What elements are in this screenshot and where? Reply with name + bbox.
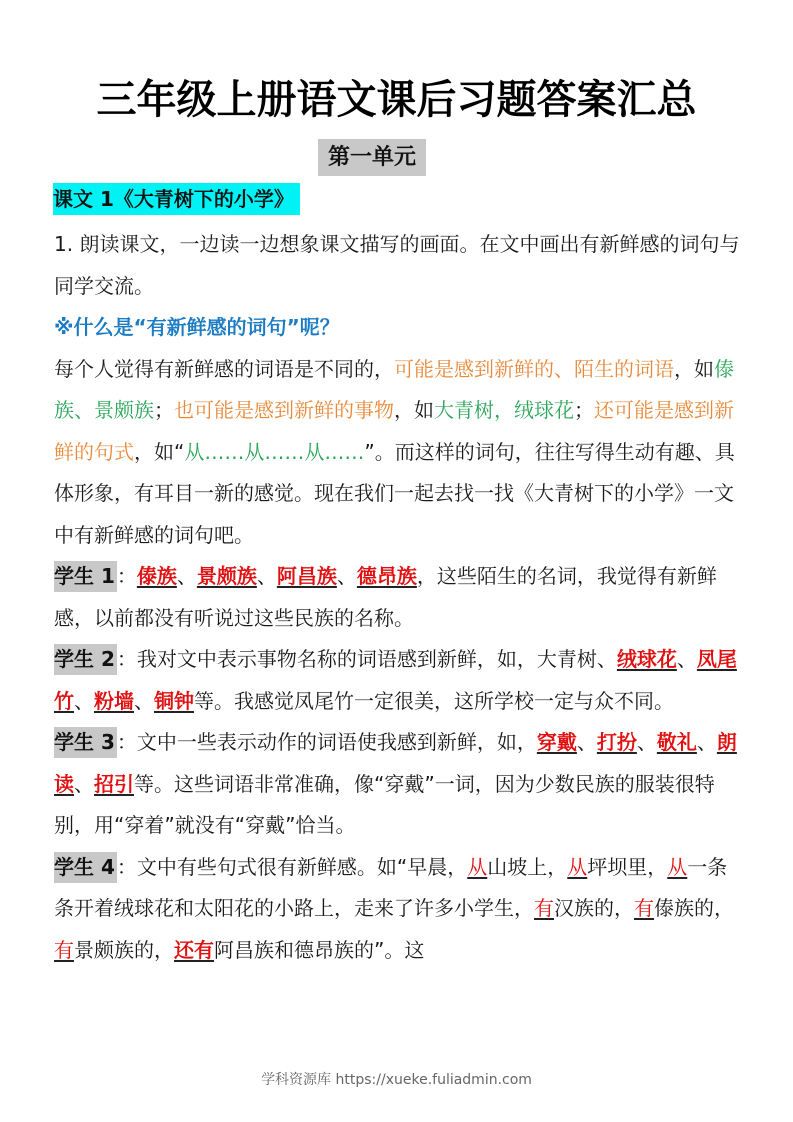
student-1-answer <box>54 556 744 639</box>
student-4-answer <box>54 847 744 972</box>
student-label: 学生 4 <box>54 852 117 883</box>
colon: ： <box>116 647 137 671</box>
explanation-green-text: 从……从……从…… <box>184 439 365 464</box>
answer-text: 等。这些词语非常准确，像“穿戴”一词，因为少数民族的服装很特别，用“穿着”就没有“穿戴”恰当。 <box>54 771 715 837</box>
keyword: 打扮 <box>596 730 637 754</box>
keyword: 傣族 <box>136 564 177 588</box>
explanation-text: ； <box>154 398 174 422</box>
separator: 、 <box>576 730 597 754</box>
keyword: 还有 <box>174 937 214 962</box>
colon: ： <box>116 730 137 754</box>
answer-text: 文中一些表示动作的词语使我感到新鲜，如， <box>136 730 537 754</box>
explanation-text: ，如 <box>674 356 714 381</box>
explanation-orange-text: 也可能是感到新鲜的事物 <box>174 398 394 422</box>
separator: 、 <box>696 730 717 754</box>
answer-text: 景颇族的， <box>74 937 174 962</box>
explanation-text: ，如“ <box>134 439 185 464</box>
subheading-question: ※什么是“有新鲜感的词句”呢？ <box>54 315 340 339</box>
keyword: 凤尾竹 <box>54 647 737 713</box>
page-title: 三年级上册语文课后习题答案汇总 <box>96 77 697 123</box>
separator: 、 <box>676 647 697 671</box>
keyword: 阿昌族 <box>276 564 337 588</box>
separator: 、 <box>74 771 94 796</box>
explanation-green-text: 大青树，绒球花 <box>434 398 574 422</box>
unit-heading: 第一单元 <box>318 139 426 176</box>
keyword: 有 <box>634 896 654 920</box>
keyword: 朗读 <box>54 730 737 796</box>
student-label: 学生 3 <box>54 727 117 758</box>
answer-text: 阿昌族和德昂族的”。这 <box>214 937 425 962</box>
answer-text: 等。我感觉凤尾竹一定很美，这所学校一定与众不同。 <box>194 688 674 713</box>
answer-text: 文中有些句式很有新鲜感。如“早晨， <box>136 854 468 879</box>
keyword: 绒球花 <box>616 647 677 671</box>
student-2-answer <box>54 639 744 722</box>
explanation-text: ，如 <box>394 398 434 422</box>
keyword: 有 <box>534 896 554 920</box>
explanation-text: ”。而这样的词句，往往写得生动有趣、具体形象，有耳目一新的感觉。现在我们一起去找一找《大青树下的小学》一文中有新鲜感的词句吧。 <box>54 439 735 547</box>
keyword: 从 <box>467 854 488 879</box>
student-3-answer <box>54 722 744 847</box>
colon: ： <box>116 854 137 879</box>
keyword: 穿戴 <box>536 730 577 754</box>
explanation-text: 每个人觉得有新鲜感的词语是不同的， <box>54 356 394 381</box>
colon: ： <box>116 564 137 588</box>
separator: 、 <box>176 564 197 588</box>
keyword: 景颇族 <box>196 564 257 588</box>
answer-text: 山坡上， <box>487 854 568 879</box>
answer-text: 我对文中表示事物名称的词语感到新鲜，如，大青树、 <box>136 647 617 671</box>
answer-text: ，这些陌生的名词，我觉得有新鲜感，以前都没有听说过这些民族的名称。 <box>54 564 717 630</box>
keyword: 德昂族 <box>356 564 417 588</box>
footer-watermark: 学科资源库 https://xueke.fuliadmin.com <box>261 1072 532 1088</box>
explanation-orange-text: 还可能是感到新鲜的句式 <box>54 398 734 464</box>
keyword: 粉墙 <box>94 688 134 713</box>
explanation-paragraph <box>54 349 744 557</box>
answer-text: 汉族的， <box>554 896 634 920</box>
document-body <box>54 224 744 971</box>
keyword: 招引 <box>94 771 134 796</box>
keyword: 从 <box>567 854 588 879</box>
separator: 、 <box>336 564 357 588</box>
separator: 、 <box>636 730 657 754</box>
question-1: 1. 朗读课文，一边读一边想象课文描写的画面。在文中画出有新鲜感的词句与同学交流。 <box>54 232 740 298</box>
explanation-orange-text: 可能是感到新鲜的、陌生的词语 <box>394 356 674 381</box>
student-label: 学生 1 <box>54 561 117 592</box>
answer-text: 坪坝里， <box>587 854 668 879</box>
answer-text: 傣族的， <box>654 896 734 920</box>
explanation-green-text: 傣族、景颇族 <box>54 356 734 422</box>
answer-text: 一条条开着绒球花和太阳花的小路上，走来了许多小学生， <box>54 854 728 920</box>
separator: 、 <box>74 688 94 713</box>
keyword: 有 <box>54 937 74 962</box>
student-label: 学生 2 <box>54 644 117 675</box>
separator: 、 <box>256 564 277 588</box>
keyword: 敬礼 <box>656 730 697 754</box>
keyword: 从 <box>667 854 688 879</box>
explanation-text: ； <box>574 398 594 422</box>
separator: 、 <box>134 688 154 713</box>
lesson-heading: 课文 1《大青树下的小学》 <box>53 183 300 215</box>
keyword: 铜钟 <box>154 688 194 713</box>
